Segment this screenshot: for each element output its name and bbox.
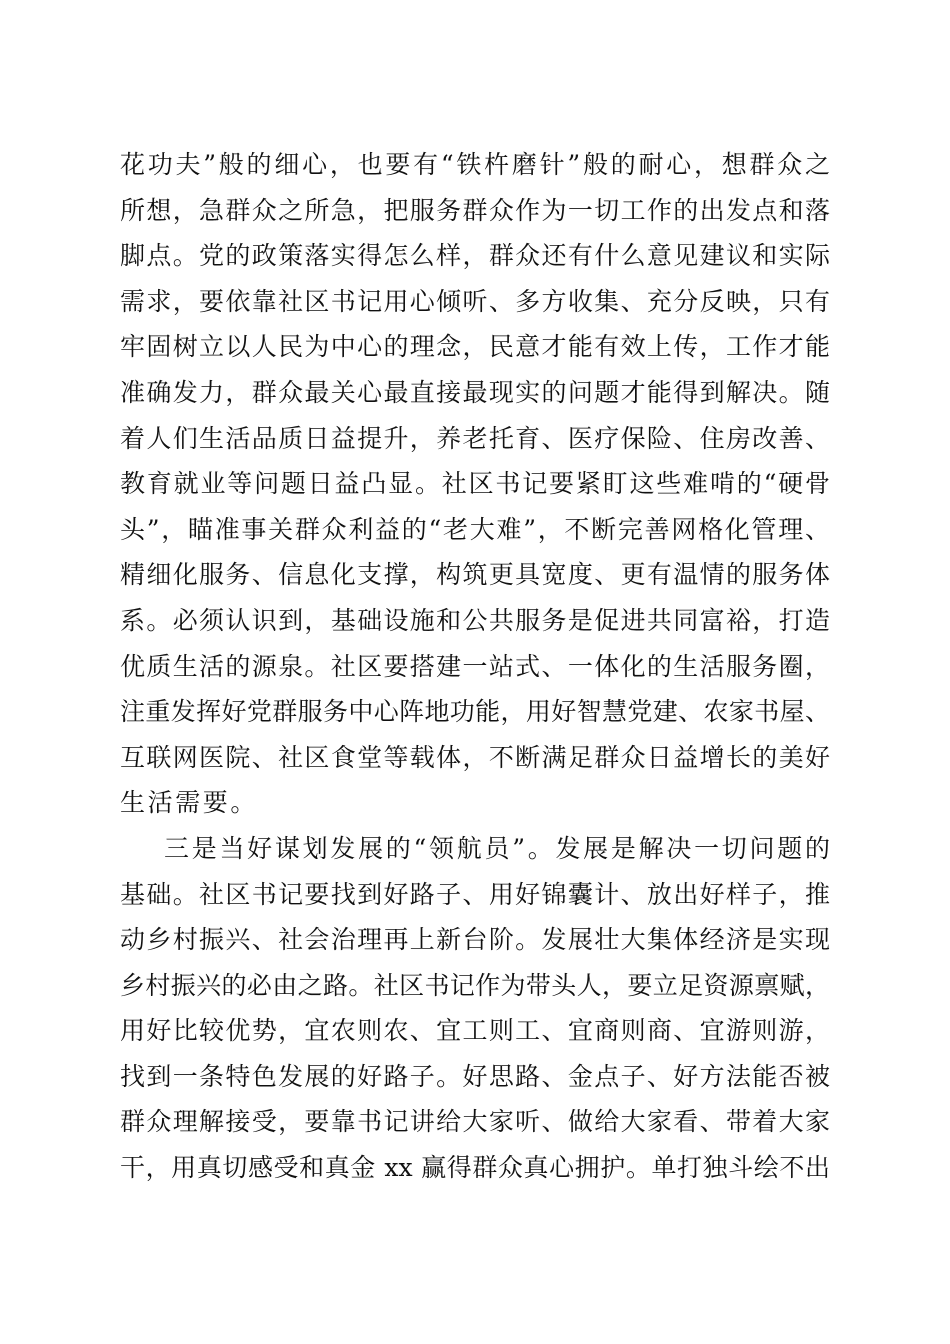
text-line: 精细化服务、信息化支撑，构筑更具宽度、更有温情的服务体 <box>120 560 830 590</box>
text-line: 动乡村振兴、社会治理再上新台阶。发展壮大集体经济是实现 <box>120 925 830 955</box>
text-line: 准确发力，群众最关心最直接最现实的问题才能得到解决。随 <box>120 377 830 407</box>
text-line: 找到一条特色发展的好路子。好思路、金点子、好方法能否被 <box>120 1061 830 1091</box>
text-line: 乡村振兴的必由之路。社区书记作为带头人，要立足资源禀赋， <box>120 970 830 1000</box>
body-text <box>120 142 830 1191</box>
text-line: 系。必须认识到，基础设施和公共服务是促进共同富裕，打造 <box>120 605 830 635</box>
text-line: 头”，瞄准事关群众利益的“老大难”，不断完善网格化管理、 <box>120 514 830 544</box>
text-line: 花功夫”般的细心，也要有“铁杵磨针”般的耐心，想群众之 <box>120 150 830 179</box>
text-line: 牢固树立以人民为中心的理念，民意才能有效上传，工作才能 <box>120 332 830 362</box>
text-line: 注重发挥好党群服务中心阵地功能，用好智慧党建、农家书屋、 <box>120 697 830 727</box>
text-line: 着人们生活品质日益提升，养老托育、医疗保险、住房改善、 <box>120 423 830 453</box>
text-line: 优质生活的源泉。社区要搭建一站式、一体化的生活服务圈， <box>120 651 830 681</box>
text-line: 干，用真切感受和真金 xx 赢得群众真心拥护。单打独斗绘不出 <box>120 1153 830 1183</box>
text-line: 所想，急群众之所急，把服务群众作为一切工作的出发点和落 <box>120 195 830 225</box>
text-line: 需求，要依靠社区书记用心倾听、多方收集、充分反映，只有 <box>120 286 830 316</box>
text-line: 三是当好谋划发展的“领航员”。发展是解决一切问题的 <box>164 833 830 863</box>
text-line: 互联网医院、社区食堂等载体，不断满足群众日益增长的美好 <box>120 742 830 772</box>
text-line: 基础。社区书记要找到好路子、用好锦囊计、放出好样子，推 <box>120 879 830 909</box>
text-line: 用好比较优势，宜农则农、宜工则工、宜商则商、宜游则游， <box>120 1016 830 1046</box>
text-line: 教育就业等问题日益凸显。社区书记要紧盯这些难啃的“硬骨 <box>120 469 830 499</box>
text-line: 脚点。党的政策落实得怎么样，群众还有什么意见建议和实际 <box>120 241 830 271</box>
text-line: 群众理解接受，要靠书记讲给大家听、做给大家看、带着大家 <box>120 1107 830 1137</box>
text-line: 生活需要。 <box>120 788 259 818</box>
